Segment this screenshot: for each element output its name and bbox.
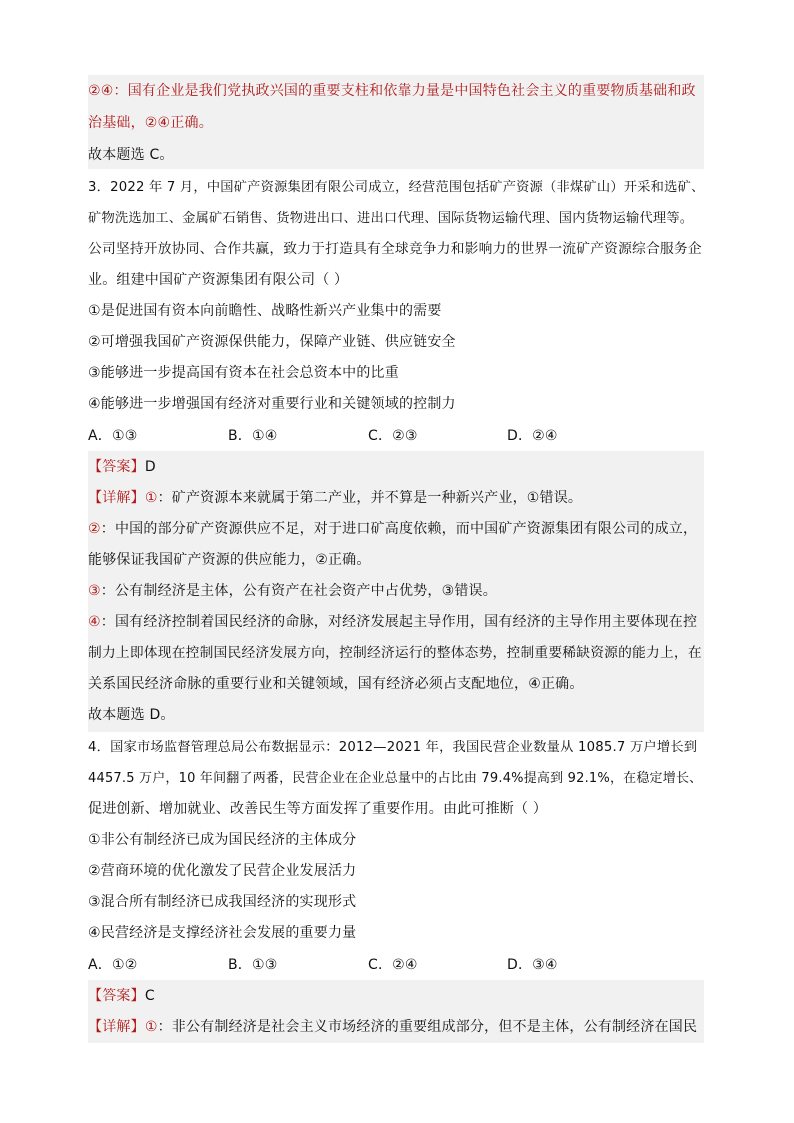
- detail-mark: ①: [144, 490, 158, 506]
- detail-text: ：国有企业是我们党执政兴国的重要支柱和依靠力量是中国特色社会主义的重要物质基础和政: [113, 83, 696, 99]
- q3-detail-1: [88, 483, 582, 514]
- prev-conclusion: 故本题选 C。: [88, 147, 174, 163]
- detail-text: ：国有经济控制着国民经济的命脉，对经济发展起主导作用，国有经济的主导作用主要体现在控: [100, 614, 698, 630]
- choice-b: B．①③: [228, 957, 278, 973]
- q4-stem-line: 4457.5 万户，10 年间翻了两番，民营企业在企业总量中的占比由 79.4%提高到 92.1%，在稳定增长、: [88, 771, 703, 786]
- answer-value: D: [144, 459, 156, 475]
- detail-label: 【详解】: [88, 1019, 145, 1035]
- detail-mark: ②④: [88, 83, 114, 99]
- q4-answer: [88, 981, 155, 1012]
- prev-detail-line: [88, 76, 696, 107]
- q4-stem-line: 4．国家市场监督管理总局公布数据显示：2012—2021 年，我国民营企业数量从 1085.7 万户增长到: [88, 740, 698, 755]
- q3-detail-2: [88, 514, 697, 545]
- q4-stem-line: 促进创新、增加就业、改善民生等方面发挥了重要作用。由此可推断（ ）: [88, 801, 548, 817]
- detail-mark: ③: [88, 583, 101, 599]
- q3-detail-4-cont: 关系国民经济命脉的重要行业和关键领域，国有经济必须占支配地位，④正确。: [88, 676, 584, 692]
- detail-text: ：非公有制经济是社会主义市场经济的重要组成部分，但不是主体，公有制经济在国民: [157, 1019, 698, 1035]
- q3-item: ②可增强我国矿产资源保供能力，保障产业链、供应链安全: [88, 334, 456, 350]
- q3-detail-4-cont: 制力上即体现在控制国民经济发展方向，控制经济运行的整体态势，控制重要稀缺资源的能力上，在: [88, 645, 702, 661]
- detail-mark: ②: [88, 521, 101, 537]
- answer-value: C: [144, 988, 155, 1004]
- q3-detail-3: [88, 576, 497, 607]
- q4-item: ③混合所有制经济已成我国经济的实现形式: [88, 894, 357, 910]
- choice-a: A．①②: [88, 957, 138, 973]
- detail-text: ：矿产资源本来就属于第二产业，并不算是一种新兴产业，①错误。: [157, 490, 583, 506]
- q4-choices: [88, 950, 704, 981]
- detail-mark: ④: [88, 614, 101, 630]
- detail-mark: ①: [144, 1019, 158, 1035]
- q3-conclusion: 故本题选 D。: [88, 707, 175, 723]
- choice-d: D．③④: [507, 957, 558, 973]
- detail-text: ：公有制经济是主体，公有资产在社会资产中占优势，③错误。: [100, 583, 497, 599]
- q4-item: ②营商环境的优化激发了民营企业发展活力: [88, 863, 357, 879]
- q3-stem-line: 矿物洗选加工、金属矿石销售、货物进出口、进出口代理、国际货物运输代理、国内货物运输代理等。: [88, 211, 694, 226]
- choice-a: A．①③: [88, 428, 138, 444]
- q3-detail-4: [88, 607, 697, 638]
- choice-c: C．②④: [368, 957, 418, 973]
- q4-item: ④民营经济是支撑经济社会发展的重要力量: [88, 925, 357, 941]
- answer-label: 【答案】: [88, 988, 145, 1004]
- q3-detail-2-cont: 能够保证我国矿产资源的供应能力，②正确。: [88, 552, 371, 568]
- detail-label: 【详解】: [88, 490, 145, 506]
- q3-item: ③能够进一步提高国有资本在社会总资本中的比重: [88, 365, 399, 381]
- q3-item: ④能够进一步增强国有经济对重要行业和关键领域的控制力: [88, 396, 456, 412]
- choice-c: C．②③: [368, 428, 418, 444]
- q4-item: ①非公有制经济已成为国民经济的主体成分: [88, 832, 357, 848]
- q3-answer: [88, 452, 156, 483]
- choice-d: D．②④: [507, 428, 558, 444]
- detail-text: ：中国的部分矿产资源供应不足，对于进口矿高度依赖，而中国矿产资源集团有限公司的成立，: [100, 521, 698, 537]
- q3-stem-line: 业。组建中国矿产资源集团有限公司（ ）: [88, 272, 349, 288]
- q3-stem-line: 公司坚持开放协同、合作共赢，致力于打造具有全球竞争力和影响力的世界一流矿产资源综合服务企: [88, 241, 702, 257]
- q3-stem-line: 3．2022 年 7 月，中国矿产资源集团有限公司成立，经营范围包括矿产资源（非煤矿山）开采和选矿、: [88, 180, 705, 195]
- choice-b: B．①④: [228, 428, 278, 444]
- prev-detail-line-2: 治基础，②④正确。: [88, 115, 213, 131]
- q3-choices: [88, 421, 704, 452]
- answer-label: 【答案】: [88, 459, 145, 475]
- q4-detail-1: [88, 1012, 697, 1043]
- q3-item: ①是促进国有资本向前瞻性、战略性新兴产业集中的需要: [88, 303, 442, 319]
